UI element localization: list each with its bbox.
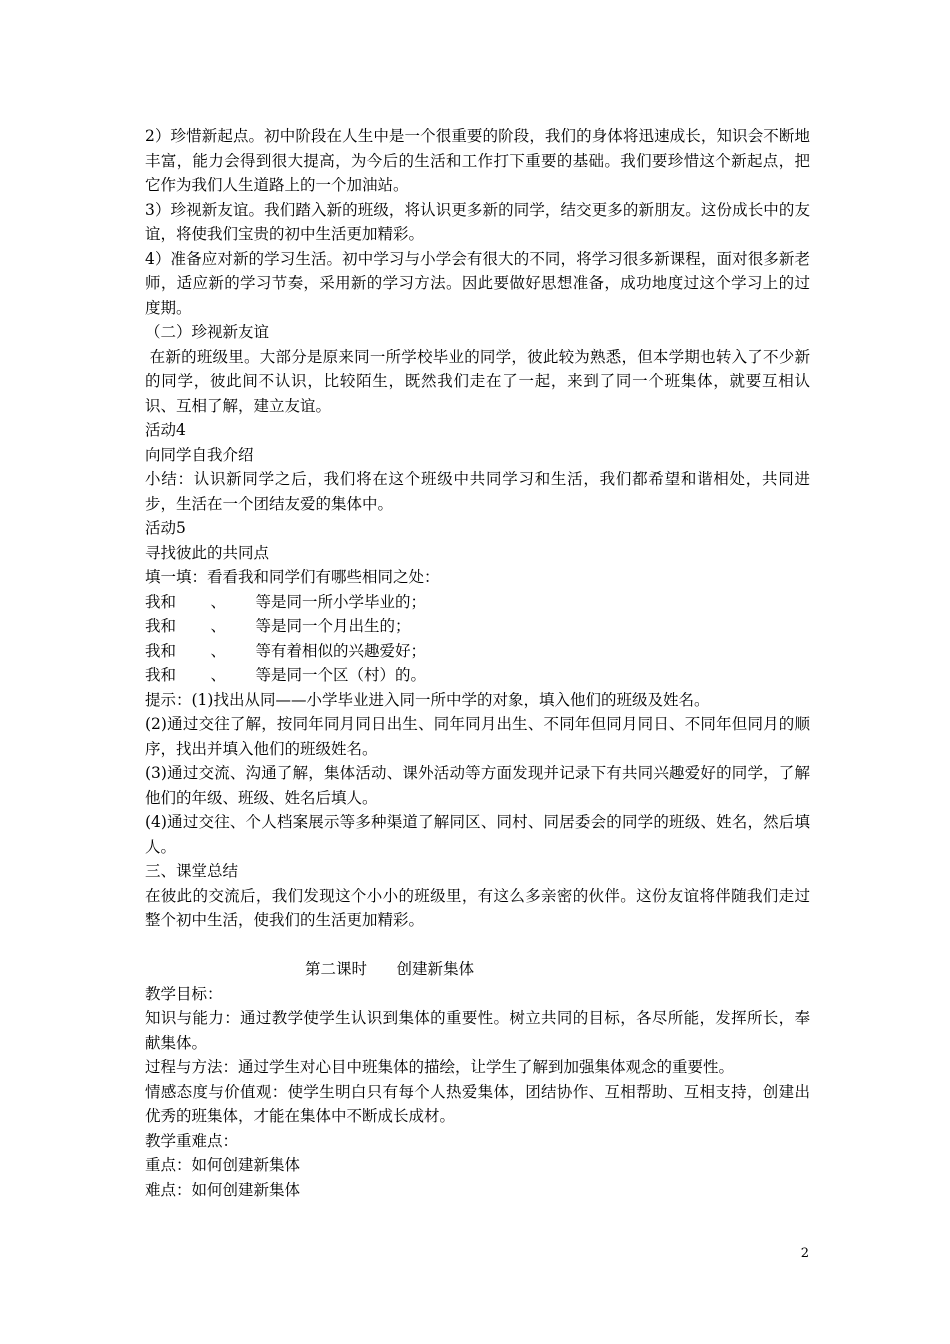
goal-process: 过程与方法：通过学生对心目中班集体的描绘，让学生了解到加强集体观念的重要性。 (145, 1058, 735, 1076)
blank-line (145, 933, 810, 958)
key-points-label: 教学重难点： (145, 1131, 239, 1150)
fill-in-line-school: 我和 、 等是同一所小学毕业的； (145, 592, 427, 611)
goal-emotion: 情感态度与价值观：使学生明白只有每个人热爱集体，团结协作、互相帮助、互相支持，创建出优秀的班集体，才能在集体中不断成长成材。 (145, 1082, 810, 1125)
hint-2: (2)通过交往了解，按同年同月同日出生、同年同月出生、不同年但同月同日、不同年但同月的顺序，找出并填入他们的班级姓名。 (145, 715, 810, 758)
section-heading-summary: 三、课堂总结 (145, 862, 239, 880)
fill-in-line-interests: 我和 、 等有着相似的兴趣爱好； (145, 641, 427, 660)
lesson-2-title: 第二课时 创建新集体 (305, 960, 475, 978)
activity-5-label: 活动5 (145, 519, 186, 537)
paragraph-new-start: 2）珍惜新起点。初中阶段在人生中是一个很重要的阶段，我们的身体将迅速成长，知识会不断地丰富，能力会得到很大提高，为今后的生活和工作打下重要的基础。我们要珍惜这个新起点，把它作为我们人生道路上的一个加油站。 (145, 127, 810, 194)
activity-4-title: 向同学自我介绍 (145, 445, 254, 464)
paragraph-class-intro: 在新的班级里。大部分是原来同一所学校毕业的同学，彼此较为熟悉，但本学期也转入了不少新的同学，彼此间不认识，比较陌生，既然我们走在了一起，来到了同一个班集体，就要互相认识、互相了解，建立友谊。 (145, 347, 810, 415)
paragraph-new-friendship: 3）珍视新友谊。我们踏入新的班级，将认识更多新的同学，结交更多的新朋友。这份成长中的友谊，将使我们宝贵的初中生活更加精彩。 (145, 200, 810, 243)
activity-4-label: 活动4 (145, 421, 186, 439)
page-number: 2 (800, 1246, 809, 1261)
hint-3: (3)通过交流、沟通了解，集体活动、课外活动等方面发现并记录下有共同兴趣爱好的同学，了解他们的年级、班级、姓名后填人。 (145, 764, 810, 807)
goal-knowledge: 知识与能力：通过教学使学生认识到集体的重要性。树立共同的目标，各尽所能，发挥所长，奉献集体。 (145, 1009, 810, 1052)
section-heading-friendship: （二）珍视新友谊 (145, 323, 270, 341)
paragraph-new-study: 4）准备应对新的学习生活。初中学习与小学会有很大的不同，将学习很多新课程，面对很多新老师，适应新的学习节奏，采用新的学习方法。因此要做好思想准备，成功地度过这个学习上的过度期。 (145, 249, 810, 317)
hint-4: (4)通过交往、个人档案展示等多种渠道了解同区、同村、同居委会的同学的班级、姓名，然后填人。 (145, 813, 810, 856)
fill-in-line-district: 我和 、 等是同一个区（村）的。 (145, 666, 427, 684)
activity-5-title: 寻找彼此的共同点 (145, 543, 270, 562)
fill-in-line-birth-month: 我和 、 等是同一个月出生的； (145, 617, 411, 635)
page-body (145, 124, 810, 1202)
difficult-point: 难点：如何创建新集体 (145, 1180, 301, 1199)
teaching-goals-label: 教学目标： (145, 984, 223, 1003)
fill-in-intro: 填一填：看看我和同学们有哪些相同之处： (145, 568, 440, 586)
hint-1: 提示：(1)找出从同——小学毕业进入同一所中学的对象，填入他们的班级及姓名。 (145, 690, 710, 709)
conclusion-paragraph: 在彼此的交流后，我们发现这个小小的班级里，有这么多亲密的伙伴。这份友谊将伴随我们走过整个初中生活，使我们的生活更加精彩。 (145, 886, 810, 929)
summary-paragraph: 小结：认识新同学之后，我们将在这个班级中共同学习和生活，我们都希望和谐相处，共同进步，生活在一个团结友爱的集体中。 (145, 470, 810, 513)
key-point: 重点：如何创建新集体 (145, 1156, 301, 1174)
